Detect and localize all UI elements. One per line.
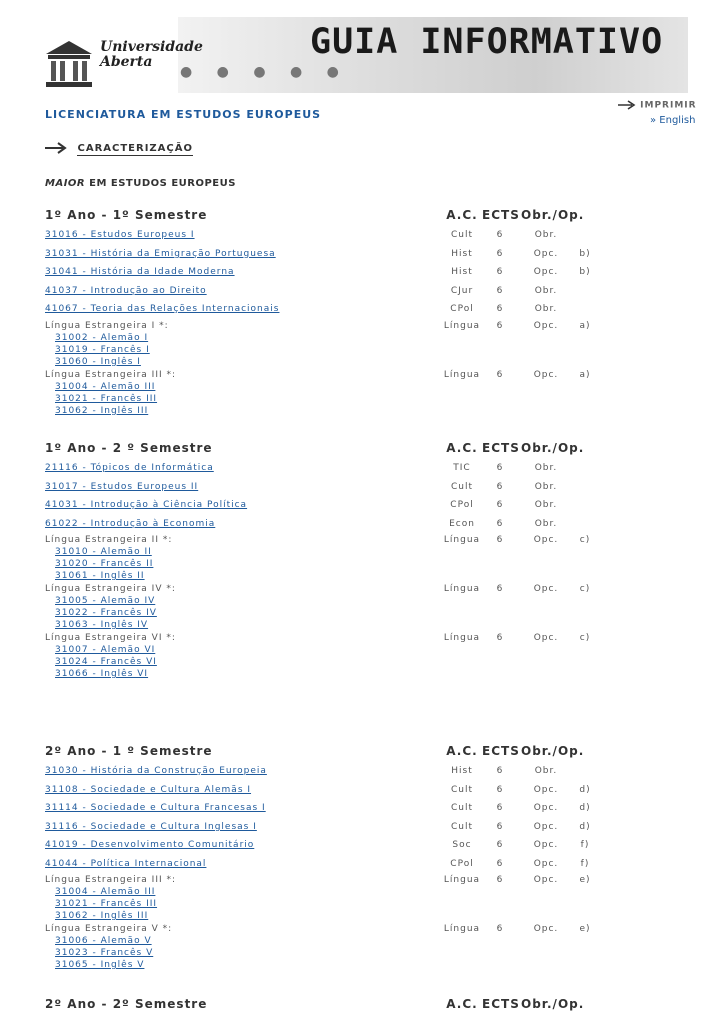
university-logo[interactable] [42,38,203,94]
language-course-link[interactable]: 31004 - Alemão III [55,381,156,392]
table-row [45,497,605,516]
course-link[interactable]: 61022 - Introdução à Economia [45,518,216,529]
table-row [45,283,605,302]
language-option [45,596,605,608]
language-course-link[interactable]: 31019 - Francês I [55,344,150,355]
ects-cell: 6 [496,230,504,240]
arrow-right-icon [45,142,67,154]
course-block [45,997,605,1016]
ects-cell: 6 [496,875,504,885]
column-header-ects: ECTS [482,441,520,455]
table-row [45,856,605,875]
course-link[interactable]: 31016 - Estudos Europeus I [45,230,195,240]
language-option [45,899,605,911]
language-course-link[interactable]: 31023 - Francês V [55,948,154,958]
ects-cell: 6 [496,766,504,776]
area-cell: Língua [443,633,481,643]
table-row [45,800,605,819]
table-row [45,763,605,782]
language-course-link[interactable]: 31062 - Inglês III [55,911,149,921]
language-row [45,369,605,382]
ects-cell: 6 [496,803,504,813]
block-title: 1º Ano - 2 º Semestre [45,441,213,455]
language-option [45,333,605,345]
area-cell: CPol [450,500,474,510]
language-course-link[interactable]: 31020 - Francês II [55,559,154,569]
ects-cell: 6 [496,584,504,594]
area-cell: TIC [453,463,471,473]
column-header-ac: A.C. [446,208,478,222]
language-row [45,874,605,887]
column-header-ects: ECTS [482,997,520,1011]
language-course-link[interactable]: 31006 - Alemão V [55,936,152,946]
ects-cell: 6 [496,500,504,510]
course-link[interactable]: 41031 - Introdução à Ciência Política [45,500,248,510]
area-cell: Língua [443,535,481,545]
area-cell: CPol [450,304,474,314]
ects-cell: 6 [496,304,504,314]
type-cell: Opc. [533,369,559,380]
language-option [45,382,605,394]
language-option [45,571,605,583]
language-option [45,547,605,559]
banner-title: GUIA INFORMATIVO [310,22,664,62]
type-cell: Opc. [533,803,559,813]
area-cell: Língua [443,584,481,594]
area-cell: Língua [443,369,481,380]
language-option [45,669,605,681]
area-cell: Soc [452,840,472,850]
course-link[interactable]: 31114 - Sociedade e Cultura Francesas I [45,803,266,813]
language-label: Língua Estrangeira VI *: [45,633,176,643]
type-cell: Opc. [533,248,559,259]
language-option [45,620,605,632]
column-header-ac: A.C. [446,441,478,455]
logo-text: Universidade Aberta [100,39,203,70]
language-option [45,657,605,669]
language-option [45,406,605,418]
table-row [45,819,605,838]
ects-cell: 6 [496,784,504,795]
course-link[interactable]: 41019 - Desenvolvimento Comunitário [45,840,255,850]
language-course-link[interactable]: 31024 - Francês VI [55,657,157,667]
type-cell: Opc. [533,267,559,277]
block-title: 1º Ano - 1º Semestre [45,208,208,222]
english-link[interactable]: » English [650,115,696,126]
area-cell: Hist [451,248,473,259]
ects-cell: 6 [496,518,504,529]
area-cell: Hist [451,267,473,277]
note-cell: e) [579,875,591,885]
type-cell: Obr. [534,285,558,296]
column-header-ects: ECTS [482,208,520,222]
table-row [45,479,605,498]
language-label: Língua Estrangeira II *: [45,535,173,545]
language-course-link[interactable]: 31002 - Alemão I [55,332,149,343]
building-icon [42,38,96,92]
type-cell: Opc. [533,535,559,545]
note-cell: b) [579,248,591,259]
language-row [45,583,605,596]
type-cell: Obr. [534,463,558,473]
ects-cell: 6 [496,248,504,259]
type-cell: Obr. [534,766,558,776]
block-header [45,744,605,763]
note-cell: e) [579,924,591,934]
block-title: 2º Ano - 1 º Semestre [45,744,213,758]
course-link[interactable]: 31031 - História da Emigração Portuguesa [45,248,276,259]
type-cell: Obr. [534,230,558,240]
area-cell: Cult [450,821,474,832]
language-label: Língua Estrangeira I *: [45,320,169,331]
note-cell: d) [579,821,591,832]
course-link[interactable]: 41067 - Teoria das Relações Internacionais [45,304,280,314]
area-cell: Língua [443,875,481,885]
language-course-link[interactable]: 31060 - Inglês I [55,356,141,367]
area-cell: Cult [450,230,474,240]
course-block [45,744,605,972]
language-label: Língua Estrangeira V *: [45,924,173,934]
language-option [45,948,605,960]
language-option [45,960,605,972]
language-course-link[interactable]: 31022 - Francês IV [55,608,157,618]
course-link[interactable]: 41037 - Introdução ao Direito [45,285,207,296]
language-option [45,608,605,620]
note-cell: b) [579,267,591,277]
type-cell: Opc. [533,633,559,643]
language-option [45,887,605,899]
note-cell: c) [579,584,591,594]
language-option [45,559,605,571]
language-row [45,534,605,547]
arrow-right-icon [618,100,636,110]
note-cell: c) [579,633,591,643]
table-row [45,227,605,246]
course-link[interactable]: 41044 - Política Internacional [45,858,207,869]
table-row [45,246,605,265]
language-course-link[interactable]: 31010 - Alemão II [55,547,152,557]
column-header-ects: ECTS [482,744,520,758]
course-link[interactable]: 31030 - História da Construção Europeia [45,766,267,776]
course-title: LICENCIATURA EM ESTUDOS EUROPEUS [45,108,322,121]
ects-cell: 6 [496,369,504,380]
column-header-ac: A.C. [446,744,478,758]
area-cell: Econ [449,518,475,529]
major-title: MAIOR EM ESTUDOS EUROPEUS [45,178,236,189]
banner-dots: ● ● ● ● ● [180,64,349,80]
type-cell: Opc. [533,924,559,934]
area-cell: Língua [443,924,481,934]
block-header [45,997,605,1016]
ects-cell: 6 [496,924,504,934]
language-course-link[interactable]: 31063 - Inglês IV [55,620,149,630]
language-option [45,936,605,948]
type-cell: Opc. [533,875,559,885]
language-course-link[interactable]: 31066 - Inglês VI [55,669,149,679]
area-cell: Cult [450,803,474,813]
area-cell: Cult [450,784,474,795]
note-cell: a) [579,320,591,331]
language-option [45,345,605,357]
column-header-obr: Obr./Op. [521,997,585,1011]
table-row [45,837,605,856]
ects-cell: 6 [496,633,504,643]
language-course-link[interactable]: 31007 - Alemão VI [55,645,156,655]
table-row [45,782,605,801]
language-option [45,645,605,657]
table-row [45,516,605,535]
area-cell: Língua [443,320,481,331]
language-course-link[interactable]: 31005 - Alemão IV [55,596,156,606]
note-cell: d) [579,803,591,813]
language-row [45,632,605,645]
language-course-link[interactable]: 31021 - Francês III [55,393,158,404]
type-cell: Obr. [534,500,558,510]
language-label: Língua Estrangeira IV *: [45,584,176,594]
area-cell: CJur [450,285,474,296]
type-cell: Opc. [533,320,559,331]
page-header [0,0,728,100]
language-row [45,320,605,333]
column-header-obr: Obr./Op. [521,441,585,455]
course-link[interactable]: 31041 - História da Idade Moderna [45,267,235,277]
course-link[interactable]: 21116 - Tópicos de Informática [45,463,214,473]
type-cell: Opc. [533,784,559,795]
ects-cell: 6 [496,463,504,473]
table-row [45,264,605,283]
language-label: Língua Estrangeira III *: [45,875,177,885]
type-cell: Opc. [533,821,559,832]
language-option [45,394,605,406]
course-block [45,208,605,418]
area-cell: Cult [450,481,474,492]
block-header [45,441,605,460]
column-header-obr: Obr./Op. [521,208,585,222]
note-cell: c) [579,535,591,545]
column-header-obr: Obr./Op. [521,744,585,758]
note-cell: d) [579,784,591,795]
type-cell: Opc. [533,840,559,850]
type-cell: Opc. [533,584,559,594]
ects-cell: 6 [496,535,504,545]
language-course-link[interactable]: 31004 - Alemão III [55,887,156,897]
characterization-link[interactable]: CARACTERIZAÇÃO [45,142,193,154]
language-row [45,923,605,936]
table-row [45,460,605,479]
note-cell: f) [580,858,590,869]
language-option [45,357,605,369]
ects-cell: 6 [496,840,504,850]
ects-cell: 6 [496,821,504,832]
block-header [45,208,605,227]
language-course-link[interactable]: 31065 - Inglês V [55,960,145,970]
ects-cell: 6 [496,285,504,296]
course-block [45,441,605,681]
note-cell: f) [580,840,590,850]
language-course-link[interactable]: 31021 - Francês III [55,899,158,909]
table-row [45,301,605,320]
type-cell: Opc. [533,858,559,869]
ects-cell: 6 [496,858,504,869]
print-link[interactable]: IMPRIMIR [618,100,697,111]
note-cell: a) [579,369,591,380]
language-option [45,911,605,923]
course-link[interactable]: 31108 - Sociedade e Cultura Alemãs I [45,784,252,795]
block-title: 2º Ano - 2º Semestre [45,997,208,1011]
language-course-link[interactable]: 31062 - Inglês III [55,405,149,416]
type-cell: Obr. [534,518,558,529]
ects-cell: 6 [496,481,504,492]
type-cell: Obr. [534,304,558,314]
ects-cell: 6 [496,267,504,277]
column-header-ac: A.C. [446,997,478,1011]
area-cell: CPol [450,858,474,869]
language-course-link[interactable]: 31061 - Inglês II [55,571,145,581]
course-link[interactable]: 31116 - Sociedade e Cultura Inglesas I [45,821,257,832]
course-link[interactable]: 31017 - Estudos Europeus II [45,481,199,492]
ects-cell: 6 [496,320,504,331]
type-cell: Obr. [534,481,558,492]
area-cell: Hist [451,766,473,776]
language-label: Língua Estrangeira III *: [45,369,177,380]
